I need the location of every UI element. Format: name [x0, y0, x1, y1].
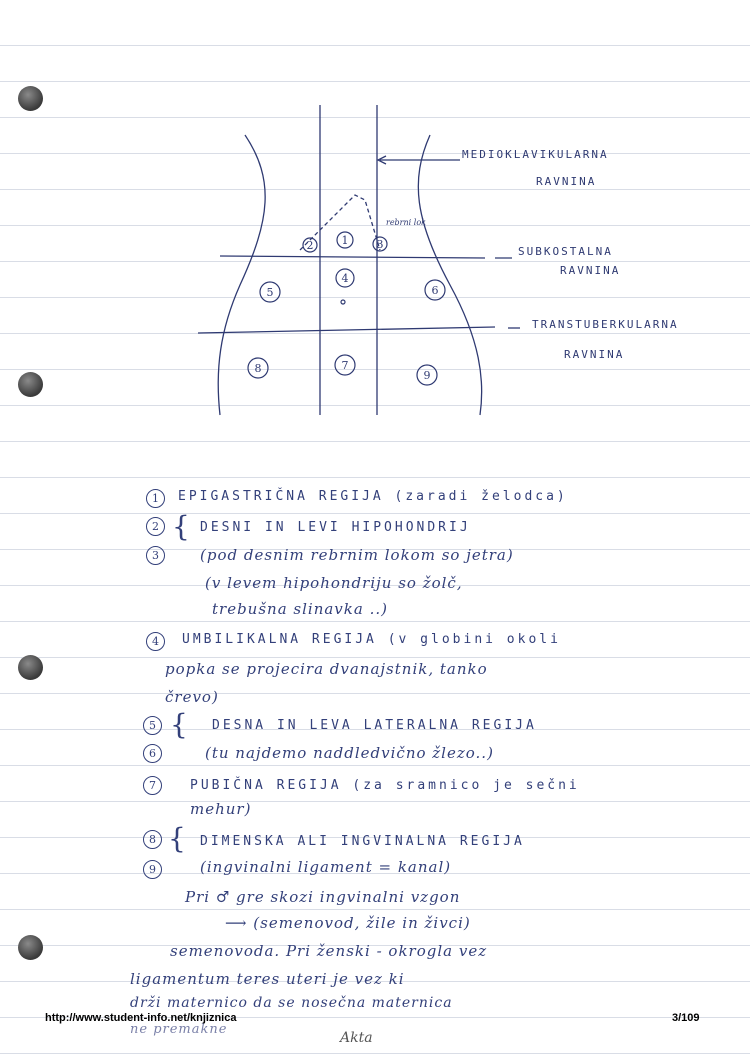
note-line: (v levem hipohondriju so žolč,: [205, 574, 463, 592]
plane-label-subcostal-2: RAVNINA: [560, 264, 621, 277]
region-label: 8: [254, 362, 262, 375]
binder-hole: [18, 86, 43, 111]
transtubercular-line: [198, 327, 495, 333]
note-line: (ingvinalni ligament = kanal): [200, 858, 452, 876]
note-line: DESNI IN LEVI HIPOHONDRIJ: [200, 520, 471, 535]
note-line: ne premakne: [130, 1022, 228, 1037]
region-label: 1: [341, 234, 349, 247]
region-label: 6: [431, 284, 439, 297]
navel-mark: [341, 300, 345, 304]
note-line: (pod desnim rebrnim lokom so jetra): [200, 546, 514, 564]
region-label: 4: [341, 272, 349, 285]
note-line: DIMENSKA ALI INGVINALNA REGIJA: [200, 834, 525, 849]
note-number: 1: [146, 489, 165, 508]
note-line: trebušna slinavka ..): [212, 600, 388, 618]
note-number: 8: [143, 830, 162, 849]
note-line: PUBIČNA REGIJA (za sramnico je sečni: [190, 778, 580, 793]
note-line: UMBILIKALNA REGIJA (v globini okoli: [182, 632, 561, 647]
note-line: ⟶ (semenovod, žile in živci): [225, 914, 471, 932]
signature: Akta: [340, 1030, 373, 1046]
note-line: črevo): [165, 688, 219, 706]
region-label: 5: [266, 286, 274, 299]
region-label: 9: [423, 369, 431, 382]
note-line: ligamentum teres uteri je vez ki: [130, 970, 405, 988]
note-line: popka se projecira dvanajstnik, tanko: [165, 660, 488, 678]
rib-arch-annotation: rebrni lok: [386, 218, 426, 227]
binder-hole: [18, 935, 43, 960]
binder-hole: [18, 655, 43, 680]
note-line: semenovoda. Pri ženski - okrogla vez: [170, 942, 488, 960]
note-number: 7: [143, 776, 162, 795]
note-line: drži maternico da se nosečna maternica: [130, 995, 453, 1011]
plane-label-transtubercular-2: RAVNINA: [564, 348, 625, 361]
brace: {: [168, 822, 186, 855]
binder-hole: [18, 372, 43, 397]
footer-url: http://www.student-info.net/knjiznica: [45, 1012, 237, 1024]
plane-label-midclavicular: MEDIOKLAVIKULARNA: [462, 148, 609, 161]
plane-label-subcostal: SUBKOSTALNA: [518, 245, 613, 258]
brace: {: [170, 708, 188, 741]
page-number: 3/109: [672, 1012, 700, 1024]
note-number: 6: [143, 744, 162, 763]
note-line: EPIGASTRIČNA REGIJA (zaradi želodca): [178, 489, 568, 504]
plane-label-midclavicular-2: RAVNINA: [536, 175, 597, 188]
plane-label-transtubercular: TRANSTUBERKULARNA: [532, 318, 679, 331]
note-line: Pri ♂ gre skozi ingvinalni vzgon: [185, 888, 461, 906]
note-line: DESNA IN LEVA LATERALNA REGIJA: [212, 718, 537, 733]
note-number: 9: [143, 860, 162, 879]
note-number: 5: [143, 716, 162, 735]
note-line: mehur): [190, 800, 252, 818]
note-line: (tu najdemo naddledvično žlezo..): [205, 744, 494, 762]
region-label: 3: [376, 238, 384, 251]
note-number: 2: [146, 517, 165, 536]
subcostal-line: [220, 256, 485, 258]
region-label: 7: [341, 359, 349, 372]
note-number: 4: [146, 632, 165, 651]
region-label: 2: [306, 239, 314, 252]
brace: {: [172, 510, 190, 543]
note-number: 3: [146, 546, 165, 565]
